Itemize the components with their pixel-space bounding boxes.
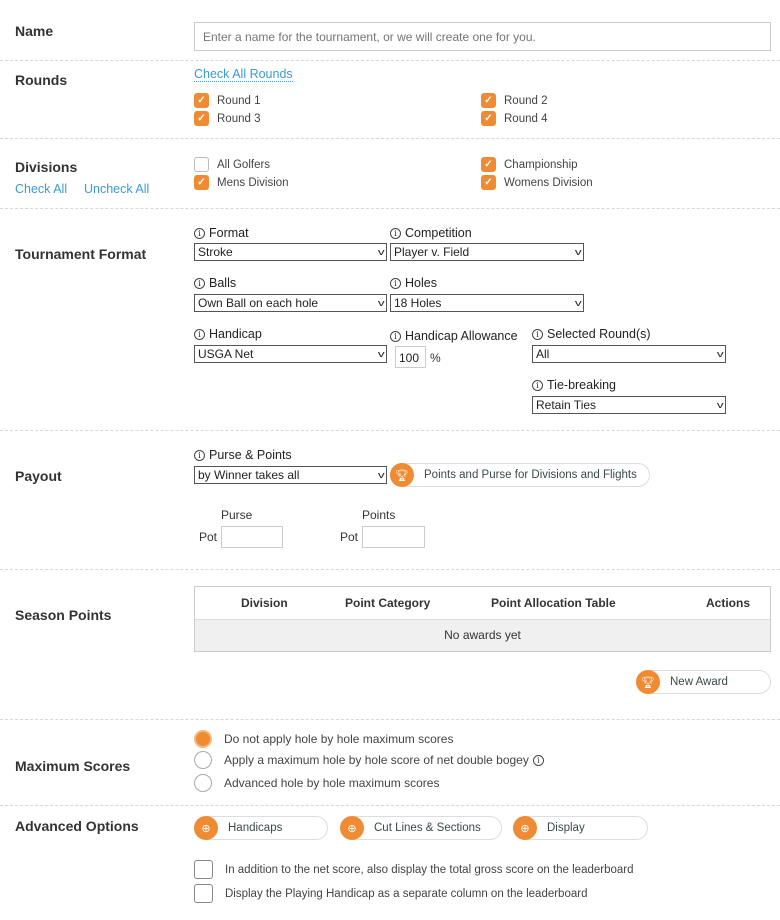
selected-rounds-label: i Selected Round(s) xyxy=(532,327,651,341)
radio-icon xyxy=(194,751,212,769)
round-label: Round 2 xyxy=(504,94,548,107)
info-icon[interactable]: i xyxy=(532,329,543,340)
trophy-icon: 🏆︎ xyxy=(636,670,660,694)
info-icon[interactable]: i xyxy=(390,331,401,342)
divider xyxy=(0,430,780,431)
checkbox-check-icon: ✓ xyxy=(194,175,209,190)
tournament-format-label: Tournament Format xyxy=(15,246,147,262)
tie-breaking-select[interactable]: Retain Ties v xyxy=(532,396,726,414)
division-label: All Golfers xyxy=(217,158,271,171)
season-points-table xyxy=(194,586,771,652)
points-label: Points xyxy=(362,508,396,522)
divider xyxy=(0,60,780,61)
chevron-down-icon: v xyxy=(716,349,724,359)
column-header: Division xyxy=(241,596,288,610)
divider xyxy=(0,569,780,570)
purse-pot-label: Pot xyxy=(199,530,218,544)
round-label: Round 1 xyxy=(217,94,261,107)
holes-field-label: i Holes xyxy=(390,276,437,290)
holes-select[interactable]: 18 Holes v xyxy=(390,294,584,312)
maximum-scores-label: Maximum Scores xyxy=(15,758,131,774)
no-max-radio[interactable]: Do not apply hole by hole maximum scores xyxy=(194,730,453,748)
checkbox-icon xyxy=(194,157,209,172)
check-all-divisions-link[interactable]: Check All xyxy=(15,182,68,196)
divisions-label: Divisions xyxy=(15,159,78,175)
cut-lines-button[interactable]: ⊕ Cut Lines & Sections xyxy=(340,816,502,840)
checkbox-check-icon: ✓ xyxy=(481,93,496,108)
handicap-allowance-input[interactable]: 100 xyxy=(395,346,426,368)
chevron-down-icon: v xyxy=(574,247,582,257)
divider xyxy=(0,208,780,209)
info-icon[interactable]: i xyxy=(194,278,205,289)
championship-checkbox[interactable] xyxy=(481,157,578,172)
column-header: Actions xyxy=(706,596,751,610)
womens-division-checkbox[interactable] xyxy=(481,175,593,190)
round-4-checkbox[interactable] xyxy=(481,111,547,126)
points-pot-label: Pot xyxy=(340,530,359,544)
info-icon[interactable]: i xyxy=(194,329,205,340)
round-label: Round 4 xyxy=(504,112,548,125)
chevron-down-icon: v xyxy=(377,247,385,257)
table-header xyxy=(195,587,770,619)
division-label: Mens Division xyxy=(217,176,289,189)
purse-pot-input[interactable] xyxy=(221,526,283,548)
format-field-label: i Format xyxy=(194,226,249,240)
balls-select[interactable]: Own Ball on each hole v xyxy=(194,294,387,312)
checkbox-check-icon: ✓ xyxy=(481,157,496,172)
purse-points-label: i Purse & Points xyxy=(194,448,292,462)
checkbox-check-icon: ✓ xyxy=(481,175,496,190)
percent-label: % xyxy=(430,351,441,365)
golf-pin-icon: ⊕ xyxy=(194,816,218,840)
purse-points-select[interactable]: by Winner takes all v xyxy=(194,466,387,484)
column-header: Point Category xyxy=(345,596,431,610)
chevron-down-icon: v xyxy=(377,349,385,359)
divider xyxy=(0,805,780,806)
radio-selected-icon xyxy=(194,730,212,748)
handicap-allowance-label: i Handicap Allowance xyxy=(390,329,518,343)
divider xyxy=(0,138,780,139)
advanced-options-label: Advanced Options xyxy=(15,818,139,834)
round-2-checkbox[interactable] xyxy=(481,93,547,108)
info-icon[interactable]: i xyxy=(194,450,205,461)
golf-pin-icon: ⊕ xyxy=(340,816,364,840)
division-label: Championship xyxy=(504,158,578,171)
mens-division-checkbox[interactable] xyxy=(194,175,289,190)
selected-rounds-select[interactable]: All v xyxy=(532,345,726,363)
check-all-rounds-link[interactable]: Check All Rounds xyxy=(194,67,293,81)
divider xyxy=(0,719,780,720)
net-double-bogey-radio[interactable]: Apply a maximum hole by hole score of net double bogey i xyxy=(194,751,544,769)
division-label: Womens Division xyxy=(504,176,593,189)
info-icon[interactable]: i xyxy=(390,228,401,239)
empty-row: No awards yet xyxy=(195,619,770,651)
column-header: Point Allocation Table xyxy=(491,596,616,610)
info-icon[interactable]: i xyxy=(194,228,205,239)
radio-icon xyxy=(194,774,212,792)
competition-field-label: i Competition xyxy=(390,226,472,240)
display-button[interactable]: ⊕ Display xyxy=(513,816,648,840)
chevron-down-icon: v xyxy=(574,298,582,308)
handicap-select[interactable]: USGA Net v xyxy=(194,345,387,363)
season-points-label: Season Points xyxy=(15,607,112,623)
chevron-down-icon: v xyxy=(377,470,385,480)
competition-select[interactable]: Player v. Field v xyxy=(390,243,584,261)
handicap-field-label: i Handicap xyxy=(194,327,262,341)
round-label: Round 3 xyxy=(217,112,261,125)
rounds-label: Rounds xyxy=(15,72,68,88)
all-golfers-checkbox[interactable] xyxy=(194,157,270,172)
tournament-name-input[interactable] xyxy=(194,22,771,51)
golf-pin-icon: ⊕ xyxy=(513,816,537,840)
uncheck-all-divisions-link[interactable]: Uncheck All xyxy=(84,182,150,196)
round-1-checkbox[interactable] xyxy=(194,93,260,108)
format-select[interactable]: Stroke v xyxy=(194,243,387,261)
payout-label: Payout xyxy=(15,468,62,484)
points-pot-input[interactable] xyxy=(362,526,425,548)
divisions-flights-payout-button[interactable]: 🏆︎ Points and Purse for Divisions and Flights xyxy=(390,463,650,487)
round-3-checkbox[interactable] xyxy=(194,111,260,126)
checkbox-check-icon: ✓ xyxy=(194,111,209,126)
checkbox-icon xyxy=(194,860,213,879)
advanced-max-radio[interactable]: Advanced hole by hole maximum scores xyxy=(194,774,439,792)
handicaps-button[interactable]: ⊕ Handicaps xyxy=(194,816,328,840)
purse-label: Purse xyxy=(221,508,253,522)
playing-handicap-checkbox[interactable]: Display the Playing Handicap as a separate column on the leaderboard xyxy=(194,884,587,903)
info-icon[interactable]: i xyxy=(533,755,544,766)
name-label: Name xyxy=(15,23,54,39)
checkbox-check-icon: ✓ xyxy=(194,93,209,108)
checkbox-icon xyxy=(194,884,213,903)
new-award-button[interactable]: 🏆︎ New Award xyxy=(636,670,771,694)
chevron-down-icon: v xyxy=(377,298,385,308)
tie-breaking-label: i Tie-breaking xyxy=(532,378,616,392)
info-icon[interactable]: i xyxy=(390,278,401,289)
chevron-down-icon: v xyxy=(716,400,724,410)
info-icon[interactable]: i xyxy=(532,380,543,391)
trophy-icon: 🏆︎ xyxy=(390,463,414,487)
balls-field-label: i Balls xyxy=(194,276,236,290)
checkbox-check-icon: ✓ xyxy=(481,111,496,126)
gross-score-checkbox[interactable]: In addition to the net score, also display the total gross score on the leaderboard xyxy=(194,860,634,879)
